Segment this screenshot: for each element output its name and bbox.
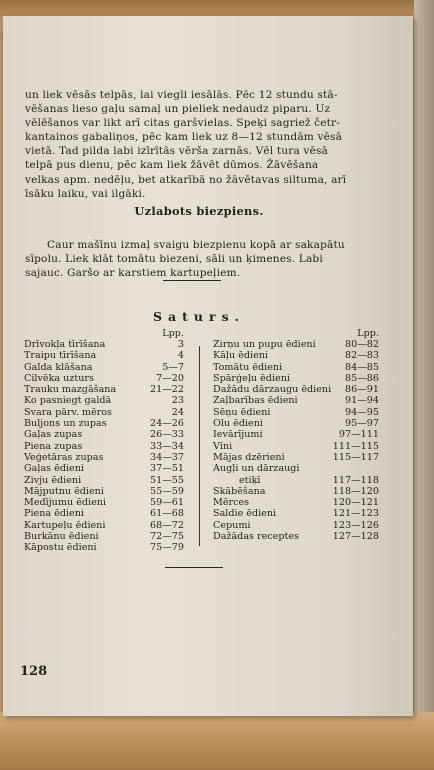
toc-entry-pages: 120—121 [332, 497, 379, 509]
toc-entry [213, 441, 379, 452]
toc-entry-title: Mājputnu ēdieni [24, 485, 104, 497]
toc-entry [24, 531, 184, 542]
toc-entry [24, 362, 184, 373]
toc-entry-pages: 84—85 [344, 361, 379, 373]
toc-entry-pages: 80—82 [344, 339, 379, 350]
toc-entry-title: Zaļbarības ēdieni [213, 395, 298, 407]
toc-entry-title: Burkānu ēdieni [24, 531, 99, 543]
toc-entry-title: Gaļas ēdieni [24, 463, 84, 475]
toc-entry-pages: 85—86 [344, 372, 379, 384]
toc-entry-title: Piena ēdieni [24, 508, 84, 520]
toc-right-column [213, 328, 379, 542]
toc-entry-pages: 127—128 [332, 531, 379, 543]
toc-entry-pages: 117—118 [332, 474, 379, 486]
toc-entry-pages: 21—22 [149, 384, 184, 396]
toc-entry-pages: 5—7 [162, 361, 184, 373]
toc-entry-title: Tomātu ēdieni [213, 361, 283, 373]
divider-rule [165, 567, 223, 568]
toc-entry-title: Traipu tīrīšana [24, 350, 97, 362]
text-line: velkas apm. nedēļu, bet atkarībā no žāvētavas siltuma, arī [25, 173, 347, 186]
toc-entry-pages: 55—59 [149, 485, 184, 497]
toc-entry-pages: 24 [171, 406, 184, 418]
toc-title: Saturs. [153, 309, 245, 324]
toc-entry [213, 497, 379, 508]
toc-entry-pages: 33—34 [149, 440, 184, 452]
text-line: Caur mašīnu izmaļ svaigu biezpienu kopā ar sakapātu [47, 239, 345, 251]
toc-entry [24, 441, 184, 452]
toc-entry [24, 373, 184, 384]
toc-entry-pages: 68—72 [149, 519, 184, 531]
toc-entry-pages: 61—68 [149, 508, 184, 520]
toc-entry [24, 497, 184, 508]
text-line: sīpolu. Liek klāt tomātu biezeni, sāli un ķimenes. Labi [25, 253, 323, 266]
divider-rule [163, 280, 221, 281]
text-line: vēšanas lieso gaļu samaļ un pieliek nedaudz piparu. Uz [25, 103, 331, 116]
toc-entry-title: Skābēšana [213, 485, 266, 497]
toc-entry-title: Mājas dzērieni [213, 451, 285, 463]
toc-entry-title: Augļi un dārzaugi [213, 463, 300, 475]
text-line: vēlēšanos var likt arī citas garšvielas. Speķi sagriež četr- [25, 117, 340, 130]
page-number: 128 [20, 664, 48, 679]
toc-entry [24, 429, 184, 440]
toc-entry-pages: 4 [177, 350, 184, 362]
toc-entry-title: Zivju ēdieni [24, 474, 82, 486]
toc-entry [24, 339, 184, 350]
toc-entry [213, 520, 379, 531]
toc-entry [213, 429, 379, 440]
toc-entry-title: Trauku mazgāšana [24, 384, 117, 396]
toc-entry-title: Vīni [213, 440, 233, 452]
toc-entry [213, 418, 379, 429]
toc-entry-pages: 23 [171, 395, 184, 407]
wooden-table-bottom [0, 712, 434, 770]
toc-entry-pages: 7—20 [156, 372, 184, 384]
toc-entry [213, 384, 379, 395]
toc-entry-pages: 95—97 [344, 418, 379, 430]
toc-entry-title: Mērces [213, 497, 250, 509]
toc-entry-title: etiķī [239, 474, 261, 486]
text-line: vietā. Tad pilda labi izīrītās vērša zarnās. Vēl tura vēsā [25, 145, 329, 158]
toc-entry-title: Buljons un zupas [24, 418, 107, 430]
toc-entry-pages: 94—95 [344, 406, 379, 418]
toc-entry [24, 542, 184, 553]
toc-entry [24, 475, 184, 486]
toc-entry-pages: 115—117 [332, 451, 379, 463]
toc-entry-pages: 118—120 [332, 485, 379, 497]
toc-entry-pages: 59—61 [149, 497, 184, 509]
toc-entry-title: Drīvokļa tīrīšana [24, 339, 106, 350]
toc-entry [24, 486, 184, 497]
text-line: un liek vēsās telpās, lai viegli iesālās. Pēc 12 stundu stā- [25, 89, 338, 101]
toc-entry [213, 486, 379, 497]
text-line: sajauc. Garšo ar karstiem kartupeļiem. [25, 267, 241, 280]
toc-entry-title: Olu ēdieni [213, 418, 263, 430]
toc-entry-title: Kāļu ēdieni [213, 350, 268, 362]
toc-entry [213, 339, 379, 350]
toc-entry [24, 508, 184, 519]
toc-entry-title: Medījumu ēdieni [24, 497, 107, 509]
toc-entry-title: Dažādas receptes [213, 531, 299, 543]
recipe-paragraph [25, 238, 373, 280]
toc-entry-title: Ievārījumi [213, 429, 263, 441]
toc-page-header: Lpp. [162, 328, 184, 339]
toc-entry-title: Saldie ēdieni [213, 508, 277, 520]
toc-entry-title: Cilvēka uzturs [24, 372, 94, 384]
toc-entry-pages: 75—79 [149, 542, 184, 554]
intro-paragraph [25, 88, 373, 201]
toc-entry-title: Spārģeļu ēdieni [213, 372, 290, 384]
toc-entry [24, 350, 184, 361]
toc-entry-pages: 37—51 [149, 463, 184, 475]
toc-entry [213, 395, 379, 406]
toc-entry-title: Zirņu un pupu ēdieni [213, 339, 316, 350]
toc-entry-title: Svara pārv. mēros [24, 406, 112, 418]
toc-column-separator [199, 346, 200, 546]
toc-entry [24, 520, 184, 531]
toc-entry-pages: 51—55 [149, 474, 184, 486]
toc-entry [213, 531, 379, 542]
toc-entry [213, 475, 379, 486]
toc-entry-pages: 111—115 [332, 440, 379, 452]
toc-entry [24, 407, 184, 418]
toc-entry [213, 463, 379, 474]
toc-entry-pages: 34—37 [149, 451, 184, 463]
toc-entry [24, 384, 184, 395]
toc-entry-title: Kāpostu ēdieni [24, 542, 97, 554]
toc-entry [213, 362, 379, 373]
toc-entry-pages: 121—123 [332, 508, 379, 520]
toc-entry [24, 418, 184, 429]
toc-entry-pages: 24—26 [149, 418, 184, 430]
toc-entry-pages: 91—94 [344, 395, 379, 407]
toc-entry-pages [375, 463, 379, 474]
toc-entry-title: Kartupeļu ēdieni [24, 519, 106, 531]
toc-entry-pages: 123—126 [332, 519, 379, 531]
toc-entry-pages: 82—83 [344, 350, 379, 362]
book-page [3, 16, 413, 716]
toc-entry-title: Galda klāšana [24, 361, 93, 373]
toc-entry-pages: 26—33 [149, 429, 184, 441]
toc-entry-title: Veģetāras zupas [24, 451, 104, 463]
toc-left-column [24, 328, 184, 554]
toc-entry [24, 452, 184, 463]
toc-entry [213, 350, 379, 361]
text-line: telpā pus dienu, pēc kam liek žāvēt dūmos. Žāvēšana [25, 159, 319, 172]
toc-entry [24, 463, 184, 474]
toc-entry-title: Gaļas zupas [24, 429, 83, 441]
toc-page-header: Lpp. [357, 328, 379, 339]
toc-entry [213, 373, 379, 384]
recipe-heading: Uzlabots biezpiens. [134, 204, 264, 218]
toc-entry [24, 395, 184, 406]
toc-entry-pages: 97—111 [338, 429, 379, 441]
toc-entry [213, 508, 379, 519]
text-line: kantainos gabaliņos, pēc kam liek uz 8—12 stundām vēsā [25, 131, 343, 144]
toc-entry-pages: 3 [177, 339, 184, 350]
toc-entry-pages: 72—75 [149, 531, 184, 543]
toc-entry-title: Cepumi [213, 519, 251, 531]
next-page-edge [414, 0, 434, 770]
toc-entry-title: Piena zupas [24, 440, 83, 452]
toc-entry [213, 407, 379, 418]
toc-entry-title: Ko pasniegt galdā [24, 395, 112, 407]
text-line: īsāku laiku, vai ilgāki. [25, 187, 146, 200]
toc-entry-title: Sēņu ēdieni [213, 406, 271, 418]
toc-entry-title: Dažādu dārzaugu ēdieni [213, 384, 332, 396]
toc-entry [213, 452, 379, 463]
toc-entry-pages: 86—91 [344, 384, 379, 396]
